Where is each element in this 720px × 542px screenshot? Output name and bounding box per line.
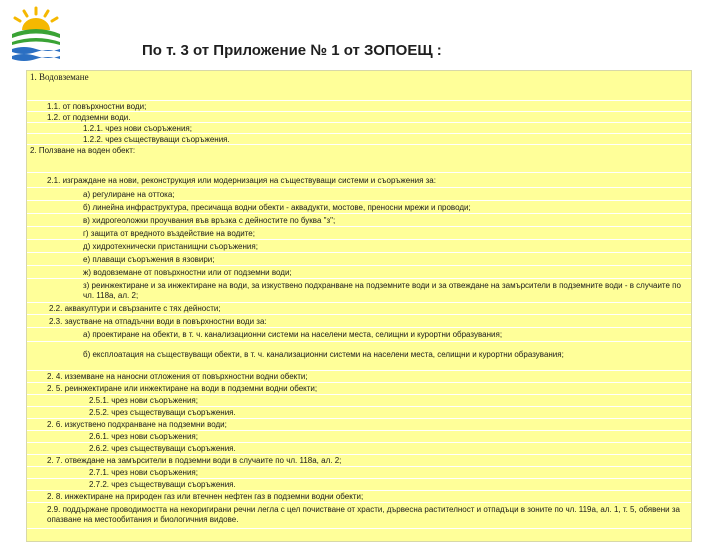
logo-icon	[6, 4, 66, 66]
table-row	[27, 240, 691, 253]
row-text: 2.2. аквакултури и свързаните с тях дейности;	[49, 304, 221, 313]
page-title: По т. 3 от Приложение № 1 от ЗОПОЕЩ :	[142, 42, 442, 59]
row-text: 2.6.1. чрез нови съоръжения;	[89, 432, 198, 441]
row-text: 2. Ползване на воден обект:	[30, 146, 136, 155]
row-text: а) регулиране на оттока;	[83, 190, 175, 199]
row-text: 2.7.2. чрез съществуващи съоръжения.	[89, 480, 236, 489]
table-row	[27, 315, 691, 328]
table-row	[27, 395, 691, 407]
table-row	[27, 266, 691, 279]
table-row	[27, 201, 691, 214]
table-row	[27, 467, 691, 479]
table-row	[27, 371, 691, 383]
table-row	[27, 383, 691, 395]
row-text: 2. 8. инжектиране на природен газ или втечнен нефтен газ в подземни водни обекти;	[47, 492, 364, 501]
table-row	[27, 443, 691, 455]
row-text: 2.5.1. чрез нови съоръжения;	[89, 396, 198, 405]
table-row	[27, 491, 691, 503]
row-text: 2.9. поддържане проводимостта на некоригирани речни легла с цел почистване от храсти, дървесна растителност и отпадъци в зоните по чл. 119а, ал. 1, т. 5, обявени за опазване на местообитания и биологичния видове.	[47, 505, 680, 524]
row-text: д) хидротехнически пристанищни съоръжения;	[83, 242, 258, 251]
row-text: 2.1. изграждане на нови, реконструкция или модернизация на съществуващи системи и съоръжения за:	[47, 176, 436, 185]
row-text: з) реинжектиране и за инжектиране на води, за изкуствено подхранване на подземните води и за отвеждане на замърсители в подземните води - в случаите по чл. 118а, ал. 2;	[83, 281, 681, 300]
table-row	[27, 303, 691, 315]
table-row	[27, 71, 691, 101]
table-row	[27, 279, 691, 303]
table-row	[27, 328, 691, 342]
row-text: 2. 5. реинжектиране или инжектиране на води в подземни водни обекти;	[47, 384, 318, 393]
table-row	[27, 503, 691, 529]
table-row	[27, 173, 691, 188]
row-text: 1.2.2. чрез съществуващи съоръжения.	[83, 135, 230, 144]
row-text: 1.1. от повърхностни води;	[47, 102, 147, 111]
row-text: 2.5.2. чрез съществуващи съоръжения.	[89, 408, 236, 417]
row-text: ж) водовземане от повърхностни или от подземни води;	[83, 268, 292, 277]
table-row	[27, 214, 691, 227]
table-row	[27, 253, 691, 266]
table-row	[27, 227, 691, 240]
table-row	[27, 407, 691, 419]
table-row	[27, 188, 691, 201]
table-row	[27, 134, 691, 145]
table-row	[27, 479, 691, 491]
row-text: 2.7.1. чрез нови съоръжения;	[89, 468, 198, 477]
row-text: 2.6.2. чрез съществуващи съоръжения.	[89, 444, 236, 453]
row-text: а) проектиране на обекти, в т. ч. канализационни системи на населени места, селищни и курортни образувания;	[83, 330, 503, 339]
row-text: е) плаващи съоръжения в язовири;	[83, 255, 215, 264]
table-row	[27, 101, 691, 112]
row-text: 2. 4. изземване на наносни отложения от повърхностни водни обекти;	[47, 372, 308, 381]
row-text: г) защита от вредното въздействие на водите;	[83, 229, 255, 238]
row-text: 1.2. от подземни води.	[47, 113, 131, 122]
table-row	[27, 123, 691, 134]
row-text: 2. 7. отвеждане на замърсители в подземни води в случаите по чл. 118а, ал. 2;	[47, 456, 342, 465]
row-text: 1.2.1. чрез нови съоръжения;	[83, 124, 192, 133]
table-row	[27, 431, 691, 443]
table-row	[27, 419, 691, 431]
row-text: 2.3. заустване на отпадъчни води в повърхностни води за:	[49, 317, 267, 326]
table-row	[27, 342, 691, 371]
row-text: 1. Водовземане	[30, 72, 89, 82]
table-row	[27, 145, 691, 173]
table-row	[27, 455, 691, 467]
row-text: б) линейна инфраструктура, пресичаща водни обекти - аквадукти, мостове, преносни мрежи и проводи;	[83, 203, 471, 212]
row-text: 2. 6. изкуствено подхранване на подземни води;	[47, 420, 227, 429]
row-text: б) експлоатация на съществуващи обекти, в т. ч. канализационни системи на населени места, селищни и курортни образувания;	[83, 350, 564, 359]
row-text: в) хидрогеоложки проучвания във връзка с дейностите по буква "з";	[83, 216, 336, 225]
classification-table	[26, 70, 692, 542]
table-row	[27, 112, 691, 123]
